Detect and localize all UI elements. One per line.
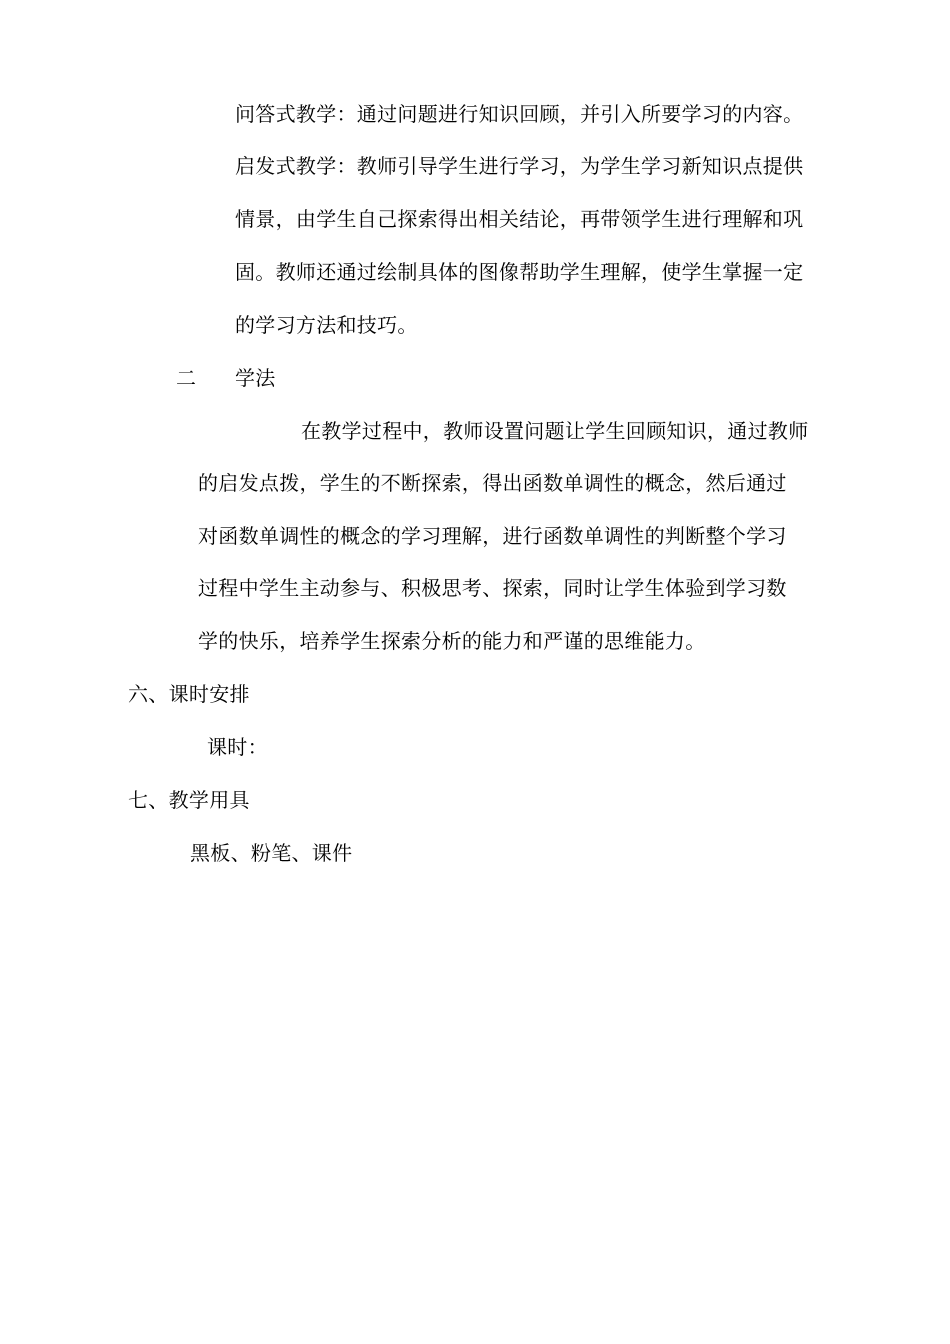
- schedule-heading: 六、课时安排: [128, 682, 250, 706]
- study-method-number: 二: [176, 366, 197, 390]
- study-method-line-4: 过程中学生主动参与、积极思考、探索，同时让学生体验到学习数: [198, 576, 787, 600]
- heuristic-teaching-line-4: 的学习方法和技巧。: [235, 313, 418, 337]
- study-method-line-2: 的启发点拨，学生的不断探索，得出函数单调性的概念，然后通过: [198, 471, 787, 495]
- schedule-text: 课时：: [207, 735, 268, 759]
- study-method-line-5: 学的快乐，培养学生探索分析的能力和严谨的思维能力。: [198, 629, 706, 653]
- study-method-line-3: 对函数单调性的概念的学习理解，进行函数单调性的判断整个学习: [198, 524, 787, 548]
- qa-teaching-line: 问答式教学：通过问题进行知识回顾，并引入所要学习的内容。: [235, 102, 804, 126]
- tools-heading: 七、教学用具: [128, 788, 250, 812]
- study-method-title: 学法: [235, 366, 276, 390]
- tools-text: 黑板、粉笔、课件: [190, 841, 353, 865]
- heuristic-teaching-line-1: 启发式教学：教师引导学生进行学习，为学生学习新知识点提供: [235, 154, 804, 178]
- heuristic-teaching-line-2: 情景，由学生自己探索得出相关结论，再带领学生进行理解和巩: [235, 207, 804, 231]
- study-method-line-1: 在教学过程中，教师设置问题让学生回顾知识，通过教师: [301, 419, 809, 443]
- heuristic-teaching-line-3: 固。教师还通过绘制具体的图像帮助学生理解，使学生掌握一定: [235, 260, 804, 284]
